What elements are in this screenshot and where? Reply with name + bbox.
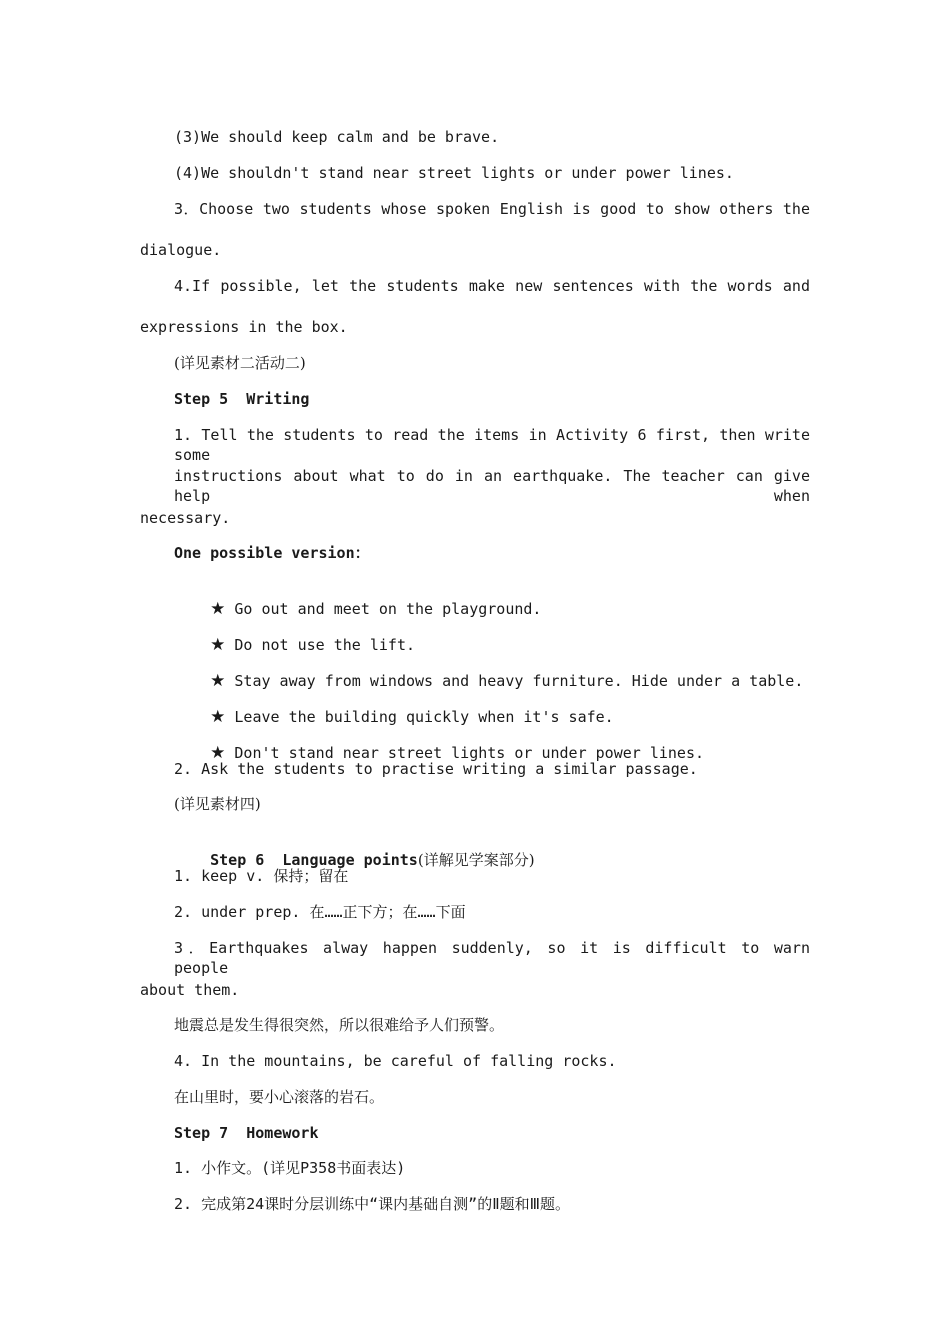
bullet-text: Stay away from windows and heavy furniture. Hide under a table. xyxy=(234,672,804,690)
step5-point-2: 2. Ask the students to practise writing a similar passage. xyxy=(174,760,698,778)
step7-heading: Step 7 Homework xyxy=(174,1124,319,1142)
step5-point-1-line-2: instructions about what to do in an earthquake. The teacher can give help when xyxy=(174,467,810,505)
step4-point-4-line-1: 4.If possible, let the students make new sentences with the words and xyxy=(174,277,810,295)
step4-point-3-line-1: 3．Choose two students whose spoken English is good to show others the xyxy=(174,200,810,218)
step5-reference: (详见素材四) xyxy=(174,795,261,813)
step7-point-2: 2. 完成第24课时分层训练中“课内基础自测”的Ⅱ题和Ⅲ题。 xyxy=(174,1195,570,1213)
step6-point-1: 1. keep v. 保持；留在 xyxy=(174,867,349,885)
step6-point-3-translation: 地震总是发生得很突然，所以很难给予人们预警。 xyxy=(174,1016,505,1034)
bullet-text: Do not use the lift. xyxy=(234,636,416,654)
step4-point-4-line-2: expressions in the box. xyxy=(140,318,348,336)
step4-item-3: (3)We should keep calm and be brave. xyxy=(174,128,500,146)
step5-heading: Step 5 Writing xyxy=(174,390,310,408)
step4-item-4: (4)We shouldn't stand near street lights or under power lines. xyxy=(174,164,734,182)
step6-point-2: 2. under prep. 在……正下方；在……下面 xyxy=(174,903,466,921)
star-icon: ★ xyxy=(210,599,226,619)
star-icon: ★ xyxy=(210,635,226,655)
step6-heading: Step 6 Language points xyxy=(210,851,418,869)
version-label: One possible version： xyxy=(174,544,370,562)
step5-point-1-line-1: 1. Tell the students to read the items in Activity 6 first, then write some xyxy=(174,426,810,464)
step6-point-4: 4. In the mountains, be careful of falling rocks. xyxy=(174,1052,617,1070)
step6-point-3-line-2: about them. xyxy=(140,981,240,999)
step7-point-1: 1. 小作文。(详见P358书面表达) xyxy=(174,1159,406,1177)
star-icon: ★ xyxy=(210,743,226,763)
bullet-text: Go out and meet on the playground. xyxy=(234,600,542,618)
bullet-text: Don't stand near street lights or under power lines. xyxy=(234,744,705,762)
bullet-text: Leave the building quickly when it's safe. xyxy=(234,708,614,726)
step6-point-3-line-1: 3．Earthquakes alway happen suddenly, so it is difficult to warn people xyxy=(174,939,810,977)
step4-reference: (详见素材二活动二) xyxy=(174,354,306,372)
step6-heading-note: (详解见学案部分) xyxy=(417,851,535,869)
step5-point-1-line-3: necessary. xyxy=(140,509,231,527)
step6-point-4-translation: 在山里时，要小心滚落的岩石。 xyxy=(174,1088,385,1106)
step4-point-3-line-2: dialogue. xyxy=(140,241,222,259)
star-icon: ★ xyxy=(210,671,226,691)
star-icon: ★ xyxy=(210,707,226,727)
